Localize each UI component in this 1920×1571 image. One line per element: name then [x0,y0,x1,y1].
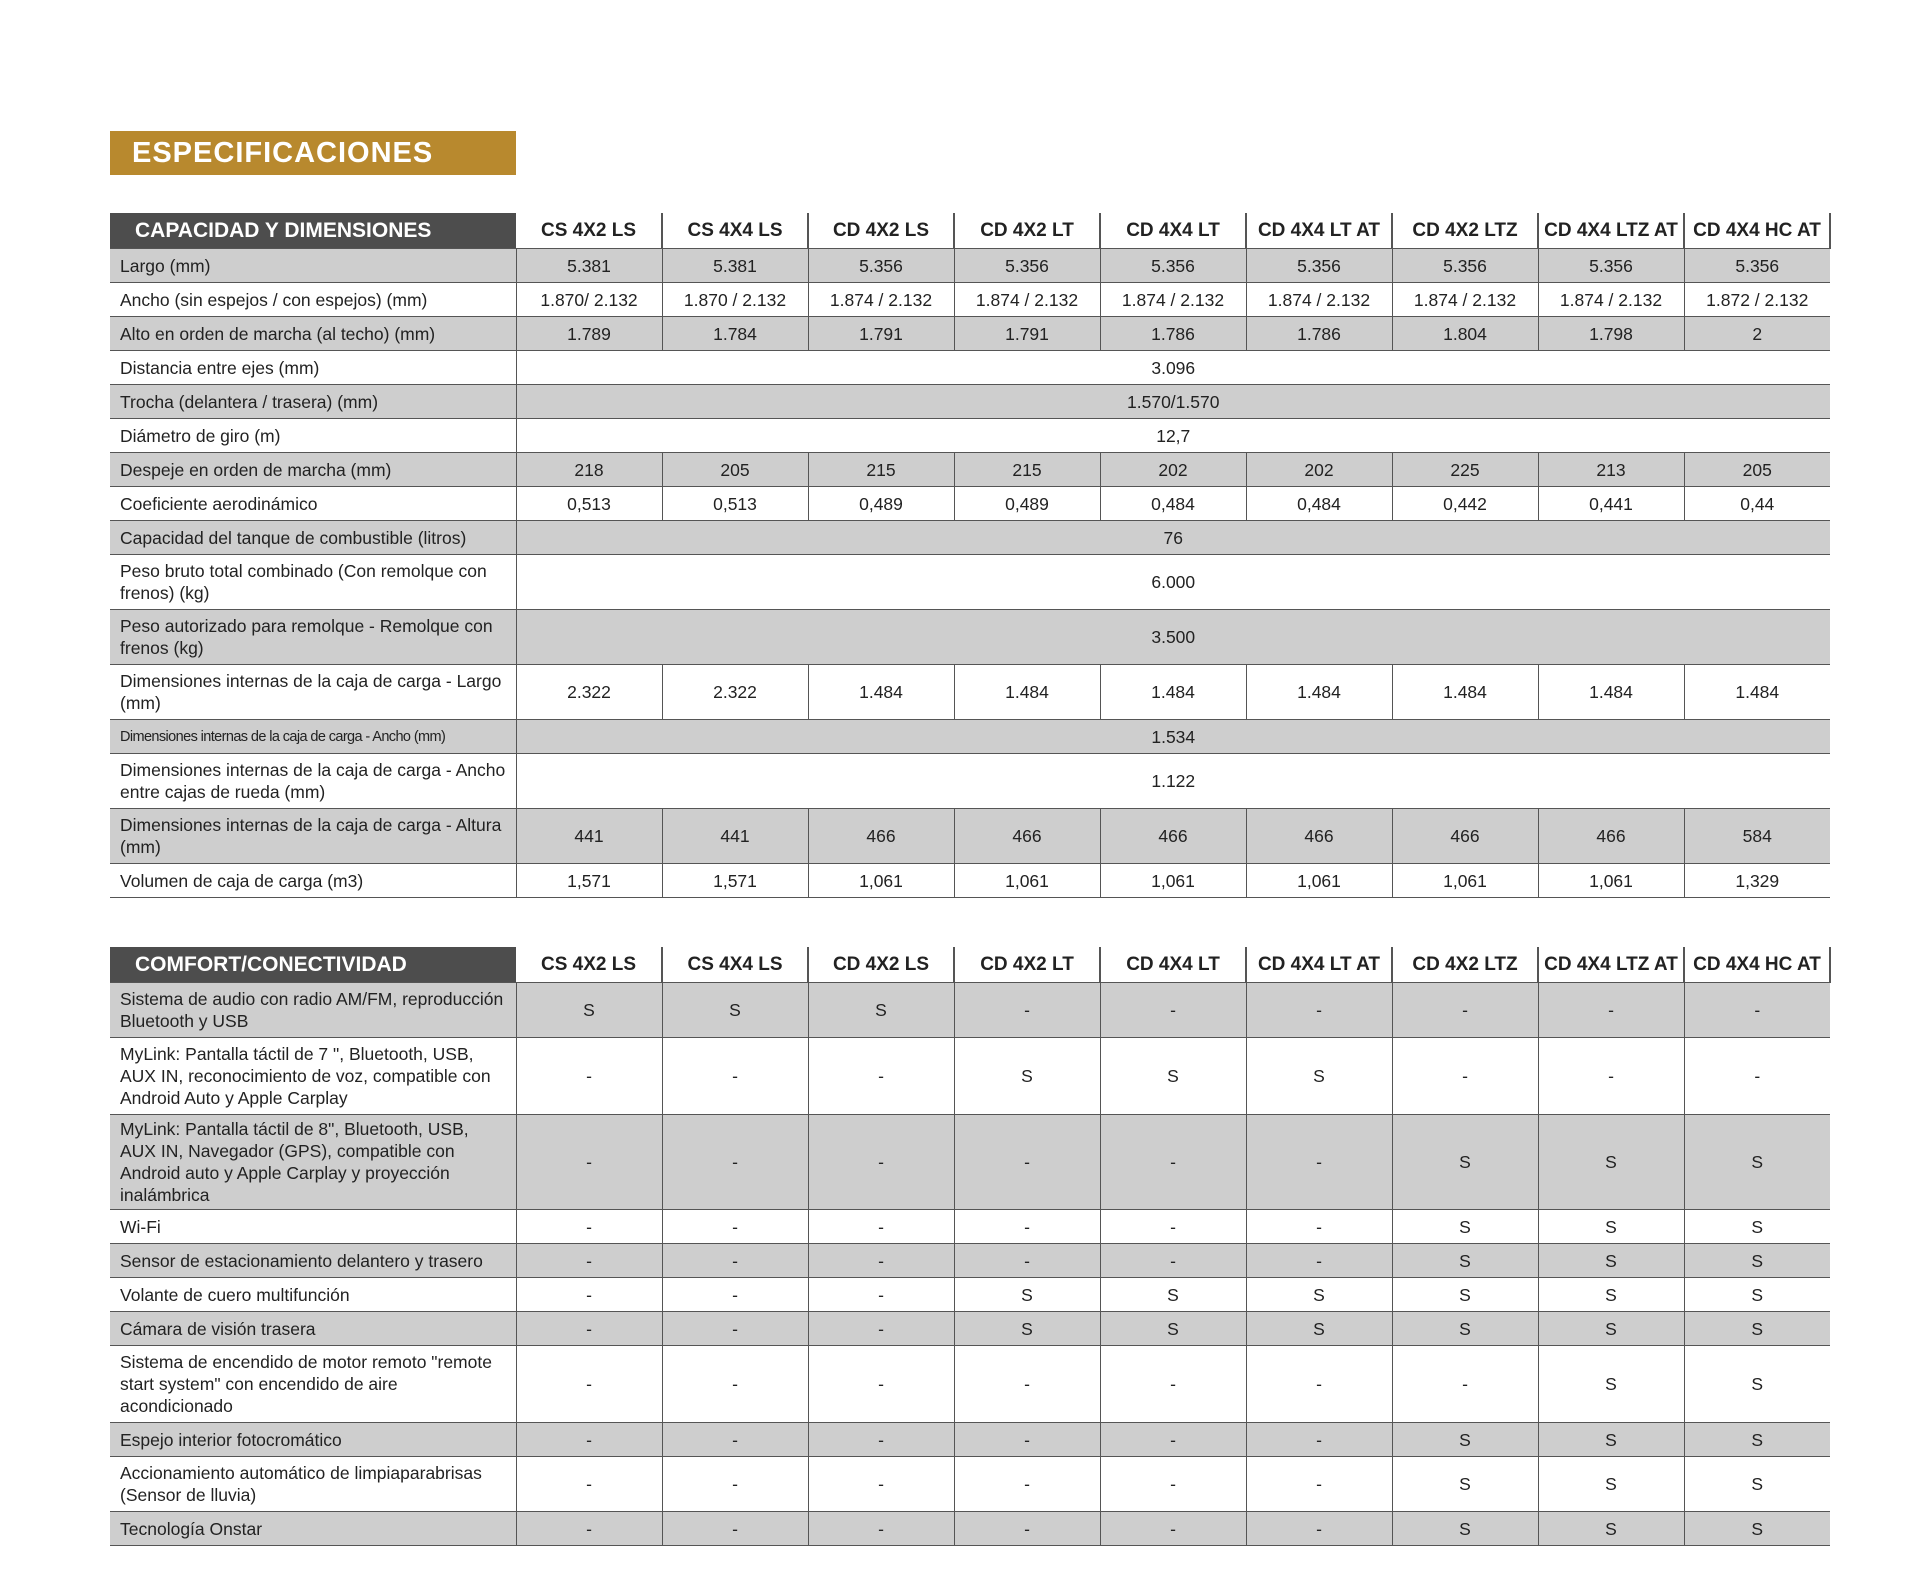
row-value: - [1100,1457,1246,1512]
row-value: S [954,1312,1100,1346]
row-label: Wi-Fi [110,1210,516,1244]
table-row [110,487,1830,521]
table-row [110,521,1830,555]
row-label: Cámara de visión trasera [110,1312,516,1346]
table-row [110,1423,1830,1457]
row-value: - [516,1278,662,1312]
row-value: 1.789 [516,317,662,351]
row-value: 0,44 [1684,487,1830,521]
row-value: 1.874 / 2.132 [1392,283,1538,317]
table-row [110,1312,1830,1346]
row-value: - [1246,1457,1392,1512]
row-label: MyLink: Pantalla táctil de 8", Bluetooth, USB, AUX IN, Navegador (GPS), compatible con Android auto y Apple Carplay y proyección inalámbrica [110,1115,516,1210]
row-value: 202 [1246,453,1392,487]
row-value: 1,061 [1392,864,1538,898]
row-label: Accionamiento automático de limpiaparabrisas (Sensor de lluvia) [110,1457,516,1512]
column-header: CD 4X4 LT [1100,947,1246,983]
column-header: CD 4X4 LTZ AT [1538,213,1684,249]
row-value: S [1392,1423,1538,1457]
row-label: Tecnología Onstar [110,1512,516,1546]
row-value: 1.874 / 2.132 [1538,283,1684,317]
row-value: 1,061 [1100,864,1246,898]
row-value: - [1100,1512,1246,1546]
comfort-table [110,947,1831,1546]
table-row [110,1346,1830,1423]
comfort-header-row [110,947,1830,983]
row-label: Coeficiente aerodinámico [110,487,516,521]
row-value: S [1684,1244,1830,1278]
row-value: 5.356 [1684,249,1830,283]
row-value: 1.786 [1100,317,1246,351]
column-header: CS 4X4 LS [662,947,808,983]
column-header: CD 4X2 LS [808,947,954,983]
row-value: - [662,1512,808,1546]
row-value: - [662,1038,808,1115]
row-value: - [516,1210,662,1244]
row-value: - [662,1278,808,1312]
row-value: 466 [1392,809,1538,864]
row-value: - [1538,983,1684,1038]
row-value: - [662,1312,808,1346]
row-value: 5.381 [662,249,808,283]
row-value: 466 [808,809,954,864]
row-value: S [1538,1457,1684,1512]
row-value: - [1100,1423,1246,1457]
row-value: - [1100,1346,1246,1423]
row-value: 5.356 [1100,249,1246,283]
row-value: 0,489 [808,487,954,521]
row-value: S [1684,1457,1830,1512]
row-value-shared: 76 [516,521,1830,555]
row-value: - [662,1244,808,1278]
row-value: 1.784 [662,317,808,351]
table-row [110,720,1830,754]
row-value: - [1392,1038,1538,1115]
row-value-shared: 3.096 [516,351,1830,385]
table-row [110,1278,1830,1312]
row-value: S [1246,1278,1392,1312]
row-value: 205 [662,453,808,487]
row-value: 5.381 [516,249,662,283]
row-value: 466 [1246,809,1392,864]
row-value: 1,061 [808,864,954,898]
table-row [110,249,1830,283]
row-value: S [1392,1512,1538,1546]
row-value: - [662,1115,808,1210]
column-header: CD 4X4 LT AT [1246,947,1392,983]
column-header: CD 4X4 LTZ AT [1538,947,1684,983]
table-row [110,419,1830,453]
column-header: CD 4X4 LT AT [1246,213,1392,249]
table-row [110,351,1830,385]
column-header: CD 4X2 LT [954,213,1100,249]
table-row [110,1244,1830,1278]
row-value: S [1684,1312,1830,1346]
row-value: S [1538,1346,1684,1423]
row-value: 466 [954,809,1100,864]
row-value: - [808,1244,954,1278]
capacity-body [110,249,1830,898]
row-value: 1.791 [954,317,1100,351]
row-value: 5.356 [1538,249,1684,283]
row-value: - [1246,1346,1392,1423]
row-value: - [1684,983,1830,1038]
row-value-shared: 1.534 [516,720,1830,754]
row-value: S [1392,1115,1538,1210]
table-row [110,1115,1830,1210]
table-row [110,864,1830,898]
row-value: 1.484 [954,665,1100,720]
row-value: - [1246,1210,1392,1244]
row-label: Sistema de encendido de motor remoto "remote start system" con encendido de aire acondicionado [110,1346,516,1423]
row-label: Trocha (delantera / trasera) (mm) [110,385,516,419]
row-value: S [1100,1312,1246,1346]
row-value: S [1392,1278,1538,1312]
row-value: - [1246,1115,1392,1210]
row-value: - [1246,1423,1392,1457]
row-value: 1.484 [1684,665,1830,720]
row-value: 0,484 [1100,487,1246,521]
row-value: - [1100,1244,1246,1278]
row-value: 1.786 [1246,317,1392,351]
column-header: CS 4X2 LS [516,947,662,983]
row-value: 5.356 [808,249,954,283]
row-label: Dimensiones internas de la caja de carga - Altura (mm) [110,809,516,864]
row-label: Dimensiones internas de la caja de carga - Ancho (mm) [110,720,516,754]
row-value: - [954,1457,1100,1512]
row-value: 1.874 / 2.132 [1100,283,1246,317]
row-value: S [954,1278,1100,1312]
row-value: S [1684,1115,1830,1210]
row-label: MyLink: Pantalla táctil de 7 ", Bluetooth, USB, AUX IN, reconocimiento de voz, compatible con Android Auto y Apple Carplay [110,1038,516,1115]
row-label: Volumen de caja de carga (m3) [110,864,516,898]
row-value: - [1100,1210,1246,1244]
row-value: S [1538,1512,1684,1546]
row-value: - [516,1312,662,1346]
row-label: Peso bruto total combinado (Con remolque con frenos) (kg) [110,555,516,610]
row-value: 215 [808,453,954,487]
row-value: S [1100,1278,1246,1312]
row-value: - [1100,1115,1246,1210]
row-value: S [1246,1312,1392,1346]
row-value: - [1538,1038,1684,1115]
row-value: - [662,1210,808,1244]
row-value: S [1100,1038,1246,1115]
row-value-shared: 1.122 [516,754,1830,809]
row-value: 0,513 [516,487,662,521]
row-value: 441 [516,809,662,864]
row-value: 1.870 / 2.132 [662,283,808,317]
table-row [110,809,1830,864]
row-value: - [808,1512,954,1546]
row-value: - [516,1346,662,1423]
row-value: S [516,983,662,1038]
row-value: - [808,1423,954,1457]
row-value: 1.874 / 2.132 [808,283,954,317]
row-value: S [1684,1423,1830,1457]
row-value: 202 [1100,453,1246,487]
row-label: Sistema de audio con radio AM/FM, reproducción Bluetooth y USB [110,983,516,1038]
capacity-table [110,213,1831,898]
column-header: CD 4X4 LT [1100,213,1246,249]
row-value: S [1538,1423,1684,1457]
row-value: - [662,1346,808,1423]
capacity-section-heading: CAPACIDAD Y DIMENSIONES [110,213,516,249]
table-row [110,1038,1830,1115]
row-value: 1,061 [1246,864,1392,898]
row-value: - [808,1278,954,1312]
row-value: S [1538,1244,1684,1278]
row-value: - [1246,1512,1392,1546]
comfort-body [110,983,1830,1546]
row-value: S [1684,1278,1830,1312]
row-value: S [1392,1312,1538,1346]
row-value: 205 [1684,453,1830,487]
column-header: CS 4X4 LS [662,213,808,249]
row-value: - [808,1210,954,1244]
row-value: S [1684,1512,1830,1546]
row-value: 1.484 [1246,665,1392,720]
table-row [110,754,1830,809]
row-value: S [1538,1312,1684,1346]
table-row [110,983,1830,1038]
row-value: 1.484 [808,665,954,720]
row-label: Ancho (sin espejos / con espejos) (mm) [110,283,516,317]
row-value-shared: 3.500 [516,610,1830,665]
row-value: - [808,1346,954,1423]
row-value: 1,329 [1684,864,1830,898]
table-row [110,1210,1830,1244]
row-value: - [516,1512,662,1546]
row-value: 584 [1684,809,1830,864]
row-value: 1,571 [662,864,808,898]
row-value: - [1392,983,1538,1038]
row-value: - [954,1512,1100,1546]
row-value: - [954,1244,1100,1278]
table-row [110,317,1830,351]
capacity-header-row [110,213,1830,249]
table-row [110,283,1830,317]
page-title: ESPECIFICACIONES [110,131,516,175]
row-value: - [516,1038,662,1115]
table-row [110,453,1830,487]
row-value: - [808,1457,954,1512]
row-value: - [1684,1038,1830,1115]
row-label: Despeje en orden de marcha (mm) [110,453,516,487]
column-header: CD 4X4 HC AT [1684,947,1830,983]
row-value: 5.356 [1246,249,1392,283]
row-label: Distancia entre ejes (mm) [110,351,516,385]
row-value: - [954,983,1100,1038]
column-header: CD 4X2 LS [808,213,954,249]
column-header: CD 4X2 LTZ [1392,213,1538,249]
row-value: 466 [1538,809,1684,864]
row-value: S [1538,1210,1684,1244]
row-value: - [1246,1244,1392,1278]
table-row [110,555,1830,610]
table-row [110,1457,1830,1512]
row-value: 0,484 [1246,487,1392,521]
row-value: - [516,1115,662,1210]
row-value: 1,571 [516,864,662,898]
row-value: 213 [1538,453,1684,487]
row-value: 1,061 [1538,864,1684,898]
row-value: 1.872 / 2.132 [1684,283,1830,317]
row-value: - [662,1423,808,1457]
row-value: 466 [1100,809,1246,864]
row-value: 1.874 / 2.132 [954,283,1100,317]
row-value: 2.322 [662,665,808,720]
row-label: Diámetro de giro (m) [110,419,516,453]
row-value-shared: 1.570/1.570 [516,385,1830,419]
row-value: 1.484 [1538,665,1684,720]
row-label: Capacidad del tanque de combustible (litros) [110,521,516,555]
row-value: 1.798 [1538,317,1684,351]
column-header: CD 4X4 HC AT [1684,213,1830,249]
row-value: 0,441 [1538,487,1684,521]
row-value: S [1392,1457,1538,1512]
row-value: 2 [1684,317,1830,351]
row-value: S [1392,1244,1538,1278]
row-value: - [516,1423,662,1457]
row-value: 0,442 [1392,487,1538,521]
row-value: - [954,1210,1100,1244]
row-value: 1.874 / 2.132 [1246,283,1392,317]
row-value: 1.791 [808,317,954,351]
row-value: - [1246,983,1392,1038]
row-value: - [1392,1346,1538,1423]
row-value: - [808,1115,954,1210]
column-header: CD 4X2 LT [954,947,1100,983]
row-value: - [662,1457,808,1512]
row-value: 0,489 [954,487,1100,521]
row-label: Espejo interior fotocromático [110,1423,516,1457]
table-row [110,1512,1830,1546]
row-value: - [954,1115,1100,1210]
row-value: S [1246,1038,1392,1115]
row-value: - [516,1457,662,1512]
row-value: - [808,1312,954,1346]
row-value: 215 [954,453,1100,487]
row-value: - [954,1346,1100,1423]
row-value: S [1392,1210,1538,1244]
row-value: 5.356 [1392,249,1538,283]
row-value: - [516,1244,662,1278]
row-value: 2.322 [516,665,662,720]
row-label: Sensor de estacionamiento delantero y trasero [110,1244,516,1278]
row-value: 218 [516,453,662,487]
row-label: Alto en orden de marcha (al techo) (mm) [110,317,516,351]
row-value: - [1100,983,1246,1038]
row-value: S [808,983,954,1038]
table-row [110,610,1830,665]
row-value: 441 [662,809,808,864]
row-value: 1.870/ 2.132 [516,283,662,317]
row-value: S [662,983,808,1038]
column-header: CD 4X2 LTZ [1392,947,1538,983]
row-value: - [954,1423,1100,1457]
row-label: Dimensiones internas de la caja de carga - Ancho entre cajas de rueda (mm) [110,754,516,809]
row-value: S [1538,1115,1684,1210]
row-label: Peso autorizado para remolque - Remolque con frenos (kg) [110,610,516,665]
row-value: 1.804 [1392,317,1538,351]
row-value: 5.356 [954,249,1100,283]
row-value: S [1684,1346,1830,1423]
table-row [110,665,1830,720]
column-header: CS 4X2 LS [516,213,662,249]
table-row [110,385,1830,419]
row-value: - [808,1038,954,1115]
row-value: 1.484 [1100,665,1246,720]
row-value: 1.484 [1392,665,1538,720]
comfort-section-heading: COMFORT/CONECTIVIDAD [110,947,516,983]
row-label: Dimensiones internas de la caja de carga - Largo (mm) [110,665,516,720]
row-value: 0,513 [662,487,808,521]
row-value: 225 [1392,453,1538,487]
row-label: Largo (mm) [110,249,516,283]
row-value: S [954,1038,1100,1115]
row-value-shared: 12,7 [516,419,1830,453]
row-value: S [1538,1278,1684,1312]
row-value-shared: 6.000 [516,555,1830,610]
row-value: S [1684,1210,1830,1244]
row-value: 1,061 [954,864,1100,898]
row-label: Volante de cuero multifunción [110,1278,516,1312]
